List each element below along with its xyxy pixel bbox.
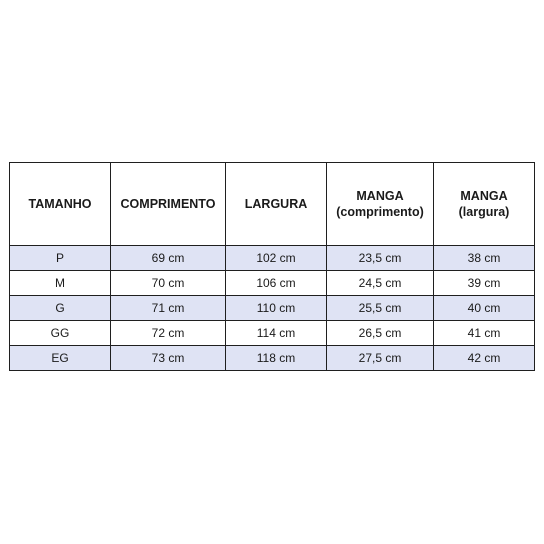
table-row xyxy=(10,321,535,346)
cell-width: 118 cm xyxy=(226,346,327,371)
cell-width: 114 cm xyxy=(226,321,327,346)
cell-sleeve-width: 41 cm xyxy=(434,321,535,346)
header-size xyxy=(10,163,111,246)
cell-width: 110 cm xyxy=(226,296,327,321)
table-row xyxy=(10,296,535,321)
cell-length: 71 cm xyxy=(111,296,226,321)
header-sleeve-length-line1: MANGA xyxy=(356,189,404,203)
cell-sleeve-length: 27,5 cm xyxy=(327,346,434,371)
header-width xyxy=(226,163,327,246)
header-row xyxy=(10,163,535,246)
cell-sleeve-width: 42 cm xyxy=(434,346,535,371)
header-sleeve-width-line1: MANGA xyxy=(460,189,508,203)
cell-length: 72 cm xyxy=(111,321,226,346)
header-length xyxy=(111,163,226,246)
header-width-label: LARGURA xyxy=(244,197,308,211)
cell-size: M xyxy=(10,271,111,296)
cell-width: 102 cm xyxy=(226,246,327,271)
cell-length: 73 cm xyxy=(111,346,226,371)
table-row xyxy=(10,246,535,271)
cell-width: 106 cm xyxy=(226,271,327,296)
cell-sleeve-length: 25,5 cm xyxy=(327,296,434,321)
header-length-label: COMPRIMENTO xyxy=(120,197,216,211)
cell-size: EG xyxy=(10,346,111,371)
table-row xyxy=(10,271,535,296)
cell-sleeve-width: 39 cm xyxy=(434,271,535,296)
header-size-label: TAMANHO xyxy=(28,197,92,211)
header-sleeve-width-line2: (largura) xyxy=(458,205,510,219)
cell-size: P xyxy=(10,246,111,271)
header-sleeve-length-line2: (comprimento) xyxy=(336,205,424,219)
cell-length: 70 cm xyxy=(111,271,226,296)
size-chart-table xyxy=(9,162,535,371)
table-row xyxy=(10,346,535,371)
header-sleeve-width xyxy=(434,163,535,246)
cell-size: GG xyxy=(10,321,111,346)
cell-sleeve-length: 24,5 cm xyxy=(327,271,434,296)
header-sleeve-length xyxy=(327,163,434,246)
cell-sleeve-width: 38 cm xyxy=(434,246,535,271)
cell-sleeve-length: 23,5 cm xyxy=(327,246,434,271)
cell-length: 69 cm xyxy=(111,246,226,271)
cell-sleeve-length: 26,5 cm xyxy=(327,321,434,346)
cell-sleeve-width: 40 cm xyxy=(434,296,535,321)
cell-size: G xyxy=(10,296,111,321)
